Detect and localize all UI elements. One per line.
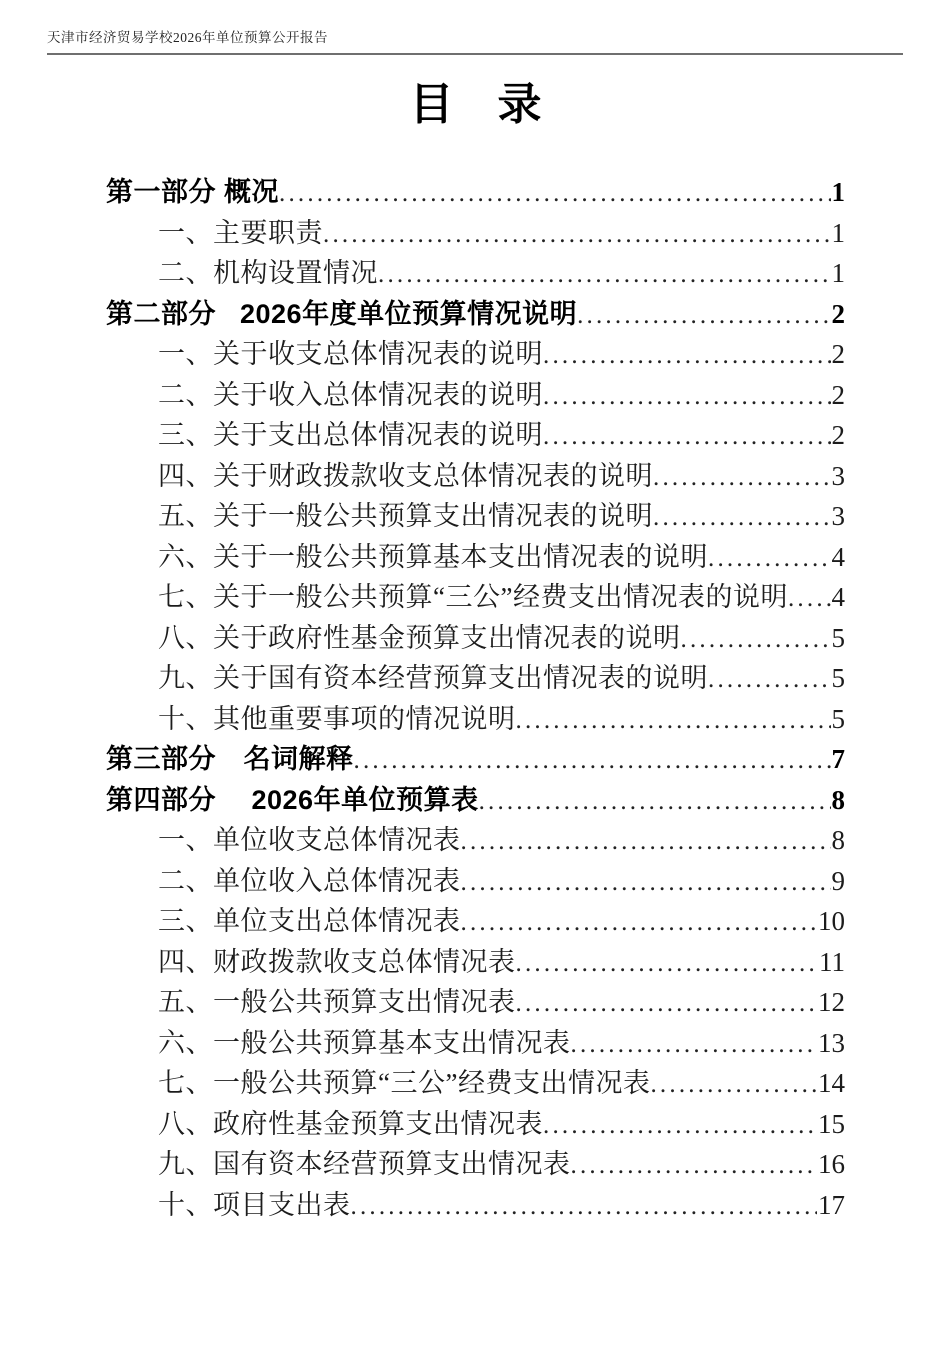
toc-entry-page: 4 [831,541,845,572]
toc-entry-label: 第四部分 2026年单位预算表 [106,784,479,815]
toc-entry-label: 二、机构设置情况 [158,258,378,289]
toc-entry-page: 3 [831,501,845,532]
toc-entry-label: 六、关于一般公共预算基本支出情况表的说明 [158,541,708,572]
toc-entry [106,1185,845,1226]
toc-leader-dots [543,415,831,458]
toc-entry [106,294,845,335]
toc-entry-label: 二、单位收入总体情况表 [158,865,461,896]
toc-leader-dots [543,1104,817,1147]
toc-leader-dots [279,172,830,215]
toc-entry [106,901,845,942]
toc-entry [106,1063,845,1104]
toc-entry-label: 第二部分 2026年度单位预算情况说明 [106,298,578,329]
toc-entry [106,213,845,254]
toc-leader-dots [708,658,831,701]
toc-entry-label: 五、关于一般公共预算支出情况表的说明 [158,501,653,532]
toc-entry-page: 11 [819,946,845,977]
toc-entry-page: 4 [831,582,845,613]
toc-entry-page: 17 [818,1189,845,1220]
toc-leader-dots [461,901,818,944]
toc-entry-label: 九、国有资本经营预算支出情况表 [158,1149,571,1180]
toc-list [106,172,845,1225]
toc-leader-dots [653,456,831,499]
toc-entry-page: 1 [831,258,845,289]
toc-entry [106,172,845,213]
toc-entry-page: 8 [831,784,845,815]
toc-leader-dots [543,375,831,418]
toc-entry [106,982,845,1023]
toc-entry-page: 2 [831,339,845,370]
page-title: 目 录 [409,80,542,129]
toc-entry [106,780,845,821]
toc-leader-dots [351,1185,818,1228]
toc-entry-label: 五、一般公共预算支出情况表 [158,987,516,1018]
toc-entry-page: 8 [831,825,845,856]
toc-leader-dots [516,699,831,742]
toc-leader-dots [543,334,831,377]
toc-leader-dots [571,1144,818,1187]
toc-entry-page: 13 [818,1027,845,1058]
toc-entry-label: 一、单位收支总体情况表 [158,825,461,856]
toc-entry [106,942,845,983]
toc-entry-page: 14 [818,1068,845,1099]
toc-entry-label: 八、政府性基金预算支出情况表 [158,1108,543,1139]
toc-entry-label: 十、项目支出表 [158,1189,351,1220]
header-title: 天津市经济贸易学校2026年单位预算公开报告 [47,30,328,45]
toc-leader-dots [681,618,831,661]
toc-entry [106,618,845,659]
toc-entry-label: 第一部分 概况 [106,177,280,208]
toc-leader-dots [479,780,831,823]
toc-entry-label: 一、关于收支总体情况表的说明 [158,339,543,370]
toc-entry-label: 三、单位支出总体情况表 [158,906,461,937]
toc-entry-page: 2 [831,420,845,451]
toc-entry-label: 九、关于国有资本经营预算支出情况表的说明 [158,663,708,694]
toc-entry-page: 7 [831,744,845,775]
toc-leader-dots [323,213,831,256]
toc-entry [106,334,845,375]
toc-entry [106,496,845,537]
toc-entry-page: 2 [831,298,845,329]
toc-entry [106,699,845,740]
toc-entry [106,1104,845,1145]
toc-entry-label: 二、关于收入总体情况表的说明 [158,379,543,410]
toc-entry-page: 5 [831,703,845,734]
toc-entry [106,658,845,699]
toc-entry-label: 六、一般公共预算基本支出情况表 [158,1027,571,1058]
toc-entry [106,456,845,497]
toc-entry [106,739,845,780]
toc-entry-label: 第三部分 名词解释 [106,744,354,775]
toc-entry [106,820,845,861]
toc-entry-page: 12 [818,987,845,1018]
toc-entry-page: 2 [831,379,845,410]
toc-entry-label: 四、财政拨款收支总体情况表 [158,946,516,977]
toc-leader-dots [653,496,831,539]
toc-leader-dots [788,577,831,620]
toc-leader-dots [577,294,830,337]
document-header [47,0,903,55]
toc-entry-page: 5 [831,663,845,694]
toc-entry-label: 四、关于财政拨款收支总体情况表的说明 [158,460,653,491]
toc-leader-dots [571,1023,818,1066]
toc-leader-dots [516,942,819,985]
toc-leader-dots [354,739,831,782]
toc-leader-dots [516,982,818,1025]
toc-entry [106,375,845,416]
toc-entry-page: 10 [818,906,845,937]
toc-entry-label: 八、关于政府性基金预算支出情况表的说明 [158,622,681,653]
toc-entry [106,415,845,456]
toc-entry-page: 16 [818,1149,845,1180]
toc-entry-label: 七、一般公共预算“三公”经费支出情况表 [158,1068,651,1099]
toc-entry-page: 9 [831,865,845,896]
toc-entry [106,1144,845,1185]
toc-entry [106,253,845,294]
toc-entry-page: 15 [818,1108,845,1139]
toc-entry-page: 1 [831,217,845,248]
toc-entry-page: 1 [831,177,845,208]
toc-leader-dots [708,537,831,580]
toc-entry-page: 5 [831,622,845,653]
toc-leader-dots [378,253,831,296]
toc-entry-page: 3 [831,460,845,491]
toc-leader-dots [650,1063,817,1106]
toc-entry-label: 三、关于支出总体情况表的说明 [158,420,543,451]
toc-entry [106,1023,845,1064]
toc-leader-dots [461,861,831,904]
toc-leader-dots [461,820,831,863]
toc-entry-label: 一、主要职责 [158,217,323,248]
toc-entry-label: 十、其他重要事项的情况说明 [158,703,516,734]
toc-entry [106,537,845,578]
toc-entry-label: 七、关于一般公共预算“三公”经费支出情况表的说明 [158,582,788,613]
toc-entry [106,577,845,618]
toc-entry [106,861,845,902]
